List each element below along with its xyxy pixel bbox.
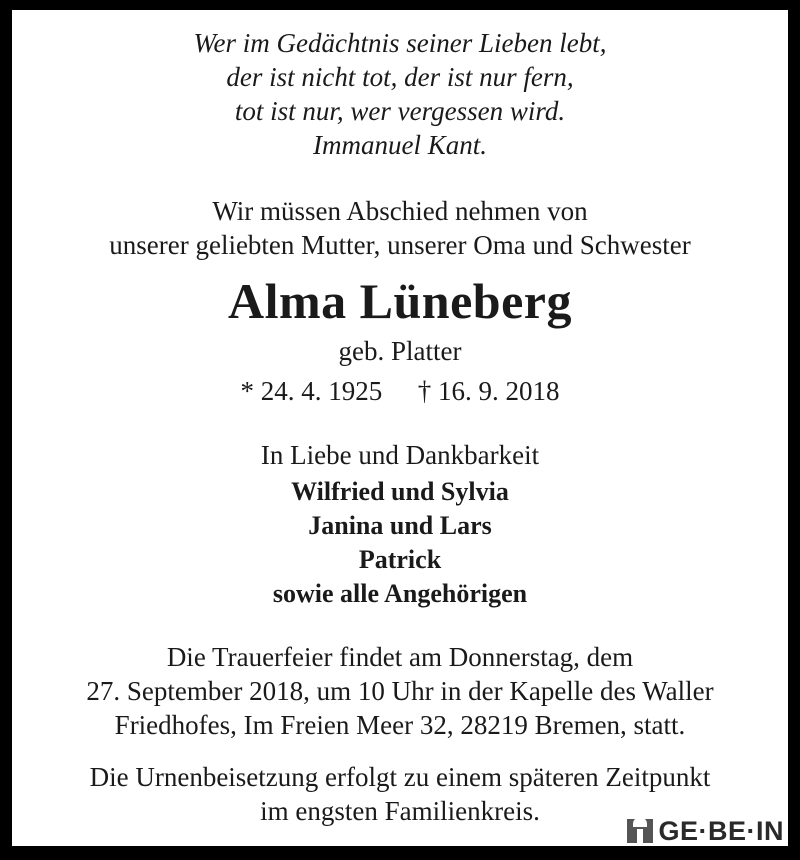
maiden-name: geb. Platter — [338, 336, 462, 366]
burial-line-1: Die Urnenbeisetzung erfolgt zu einem späteren Zeitpunkt — [89, 762, 711, 792]
mourner-name: sowie alle Angehörigen — [272, 579, 528, 608]
obituary-card — [12, 10, 788, 846]
quote-line-2: der ist nicht tot, der ist nur fern, — [226, 62, 574, 92]
logo-icon — [627, 819, 653, 843]
logo-text: GE·BE·IN — [658, 815, 784, 846]
quote-line-3: tot ist nur, wer vergessen wird. — [234, 96, 566, 126]
burial-line-2: im engsten Familienkreis. — [260, 796, 540, 826]
intro-line-2: unserer geliebten Mutter, unserer Oma und Schwester — [109, 230, 691, 260]
quote-line-1: Wer im Gedächtnis seiner Lieben lebt, — [193, 28, 607, 58]
mourner-name: Patrick — [358, 545, 442, 574]
ceremony-line-2: 27. September 2018, um 10 Uhr in der Kapelle des Waller — [86, 676, 714, 706]
deceased-name: Alma Lüneberg — [228, 273, 572, 329]
ceremony-line-1: Die Trauerfeier findet am Donnerstag, dem — [166, 642, 634, 672]
intro-line-1: Wir müssen Abschied nehmen von — [212, 196, 588, 226]
mourner-name: Wilfried und Sylvia — [291, 477, 509, 506]
ceremony-line-3: Friedhofes, Im Freien Meer 32, 28219 Bremen, statt. — [114, 710, 686, 740]
birth-date: * 24. 4. 1925 — [240, 376, 383, 406]
life-dates — [12, 376, 788, 407]
mourner-name: Janina und Lars — [308, 511, 492, 540]
death-date: † 16. 9. 2018 — [417, 376, 560, 406]
mourners-intro: In Liebe und Dankbarkeit — [260, 440, 540, 470]
quote-author: Immanuel Kant. — [313, 130, 487, 160]
publisher-logo — [584, 816, 788, 846]
